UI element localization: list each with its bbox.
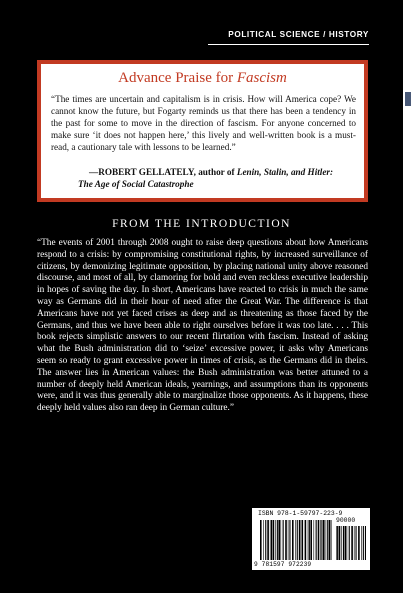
attribution-book-title: Lenin, Stalin, and Hitler:: [236, 167, 334, 177]
price-code: 90000: [336, 517, 356, 524]
category-rule: [208, 44, 369, 45]
praise-box: [37, 60, 368, 202]
attribution-line-1: [51, 166, 356, 178]
intro-body: “The events of 2001 through 2008 ought to raise deep questions about how Americans respond to a crisis: by compromising constitutional rights, by increased surveillance of citizens, by demonizing legitimate opposition, by placing national unity above reasoned discourse, and most of all, by clamoring for bold and even reckless executive leadership in hopes of saving the day. In short, Americans have reacted to crisis in much the same way as Germans did in their hour of need after the Great War. The difference is that Americans have not yet faced crises as deep and as threatening as those faced by the Germans, and thus we have been able to right ourselves before it was too late. . . . This book rejects simplistic answers to our recent flirtation with fascism. Instead of asking what the Bush administration did to ‘seize’ excessive power, it asks why Americans seem so ready to grant excessive power in times of crisis, as the Germans did in theirs. The answer lies in American values: the Bush administration was better attuned to a number of deeply held American ideals, yearnings, and assumptions than its opponents were, and it was thus generally able to marginalize those opponents. As it happens, these deeply held values also ran deep in German culture.”: [37, 238, 368, 414]
isbn-barcode: [252, 508, 370, 570]
praise-title-prefix: Advance Praise for: [118, 70, 237, 86]
right-strip: [403, 0, 412, 593]
barcode-addon-bars: [336, 526, 366, 560]
ean-digits: 9 781597 972239: [254, 561, 312, 568]
praise-title: [41, 70, 364, 87]
praise-attribution: [51, 166, 356, 190]
strip-mark: [405, 92, 411, 106]
praise-title-book: Fascism: [236, 70, 287, 86]
category-label: POLITICAL SCIENCE / HISTORY: [228, 30, 369, 39]
praise-quote: “The times are uncertain and capitalism is in crisis. How will America cope? We cannot know the future, but Fogarty reminds us that there has been a tendency in the past for some to move in the direction of fascism. For anyone concerned to make sure ‘it does not happen here,’ this lively and well-written book is a must-read, a cautionary tale with lessons to be learned.”: [51, 94, 356, 152]
attribution-name: —ROBERT GELLATELY, author of: [89, 167, 237, 177]
intro-heading: FROM THE INTRODUCTION: [112, 218, 291, 230]
attribution-line-2: [51, 178, 356, 190]
isbn-text: ISBN 978-1-59797-223-9: [258, 510, 343, 517]
attribution-book-subtitle: The Age of Social Catastrophe: [78, 179, 194, 189]
barcode-main-bars: [260, 520, 332, 560]
